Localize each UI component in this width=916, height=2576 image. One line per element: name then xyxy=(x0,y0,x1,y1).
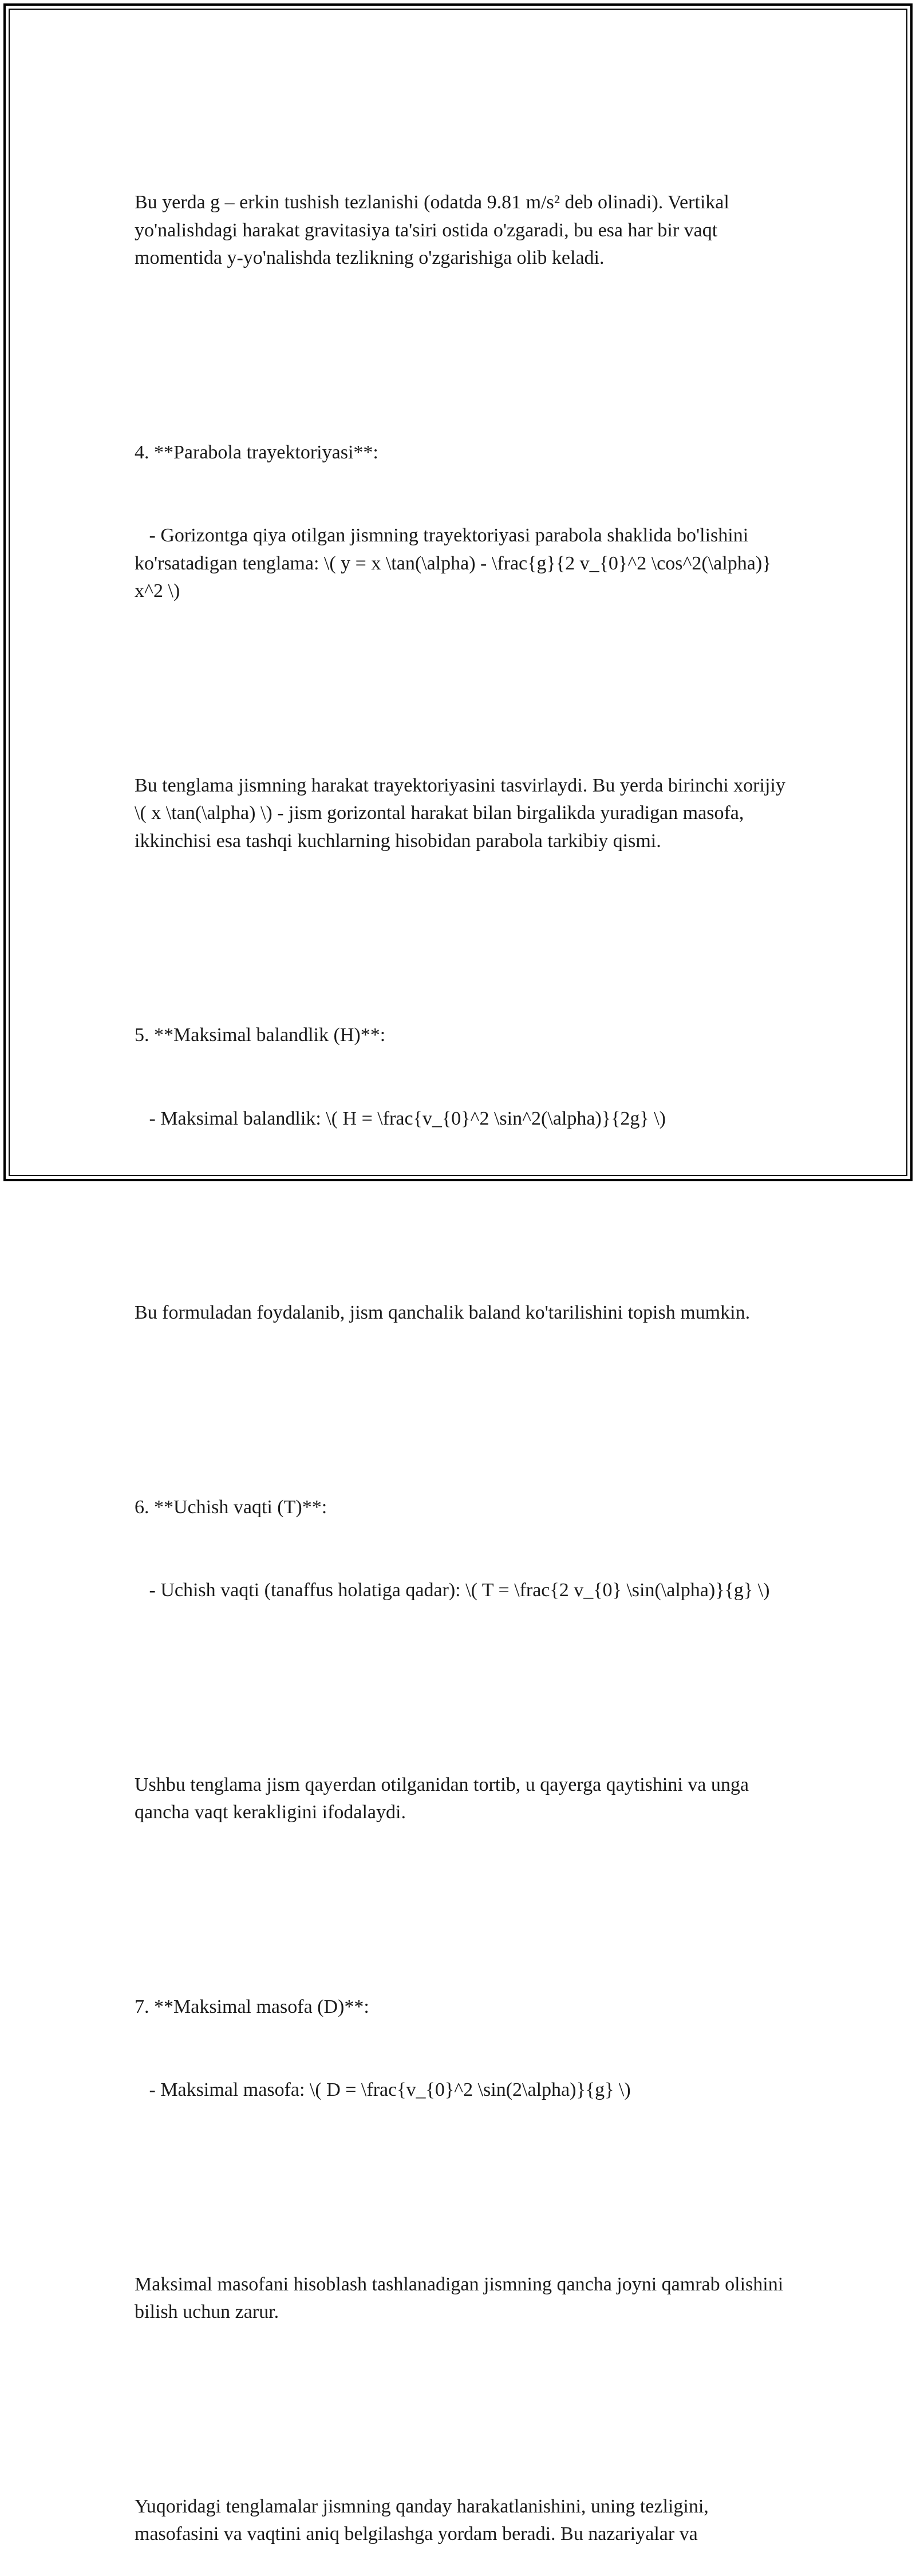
paragraph-gap xyxy=(135,911,787,939)
paragraph-gap xyxy=(135,1882,787,1910)
formula-max-range: - Maksimal masofa: \( D = \frac{v_{0}^2 \sin(2\alpha)}{g} \) xyxy=(135,2079,631,2100)
heading-max-height: 5. **Maksimal balandlik (H)**: xyxy=(135,1024,386,1046)
paragraph-gap xyxy=(135,328,787,356)
formula-parabola-trajectory: - Gorizontga qiya otilgan jismning trayektoriyasi parabola shaklida bo'lishini ko'rsatadigan tenglama: \( y = x \tan(\alpha) - \frac{g}{2 v_{0}^2 \cos^2(\alpha)} x^2 \) xyxy=(135,525,776,602)
paragraph-gap xyxy=(135,2160,787,2188)
paragraph-trajectory-explanation: Bu tenglama jismning harakat trayektoriyasini tasvirlaydi. Bu yerda birinchi xorijiy \( x \tan(\alpha) \) - jism gorizontal harakat bilan birgalikda yuradigan masofa, ikkinchisi esa tashqi kuchlarning hisobidan parabola tarkibiy qismi. xyxy=(135,774,791,852)
paragraph-conclusion: Yuqoridagi tenglamalar jismning qanday harakatlanishini, uning tezligini, masofasini va vaqtini aniq belgilashga yordam beradi. Bu nazariyalar va xyxy=(135,2495,714,2545)
paragraph-gap xyxy=(135,1660,787,1688)
document-body xyxy=(135,133,791,2576)
heading-flight-time: 6. **Uchish vaqti (T)**: xyxy=(135,1496,327,1518)
paragraph-gap xyxy=(135,1188,787,1216)
paragraph-flight-time-explanation: Ushbu tenglama jism qayerdan otilganidan tortib, u qayerga qaytishini va unga qancha vaqt kerakligini ifodalaydi. xyxy=(135,1774,754,1823)
heading-max-range: 7. **Maksimal masofa (D)**: xyxy=(135,1996,369,2017)
paragraph-max-range-explanation: Maksimal masofani hisoblash tashlanadigan jismning qancha joyni qamrab olishini bilish uchun zarur. xyxy=(135,2273,788,2322)
formula-flight-time: - Uchish vaqti (tanaffus holatiga qadar): \( T = \frac{2 v_{0} \sin(\alpha)}{g} \) xyxy=(135,1580,770,1601)
paragraph-gap xyxy=(135,661,787,689)
paragraph-gravity-intro: Bu yerda g – erkin tushish tezlanishi (odatda 9.81 m/s² deb olinadi). Vertikal yo'nalishdagi harakat gravitasiya ta'siri ostida o'zgaradi, bu esa har bir vaqt momentida y-yo'nalishda tezlikning o'zgarishiga olib keladi. xyxy=(135,192,735,268)
paragraph-gap xyxy=(135,1383,787,1411)
heading-parabola-trajectory: 4. **Parabola trayektoriyasi**: xyxy=(135,441,378,463)
paragraph-max-height-explanation: Bu formuladan foydalanib, jism qanchalik baland ko'tarilishini topish mumkin. xyxy=(135,1302,751,1323)
formula-max-height: - Maksimal balandlik: \( H = \frac{v_{0}^2 \sin^2(\alpha)}{2g} \) xyxy=(135,1107,666,1129)
paragraph-gap xyxy=(135,2382,787,2410)
